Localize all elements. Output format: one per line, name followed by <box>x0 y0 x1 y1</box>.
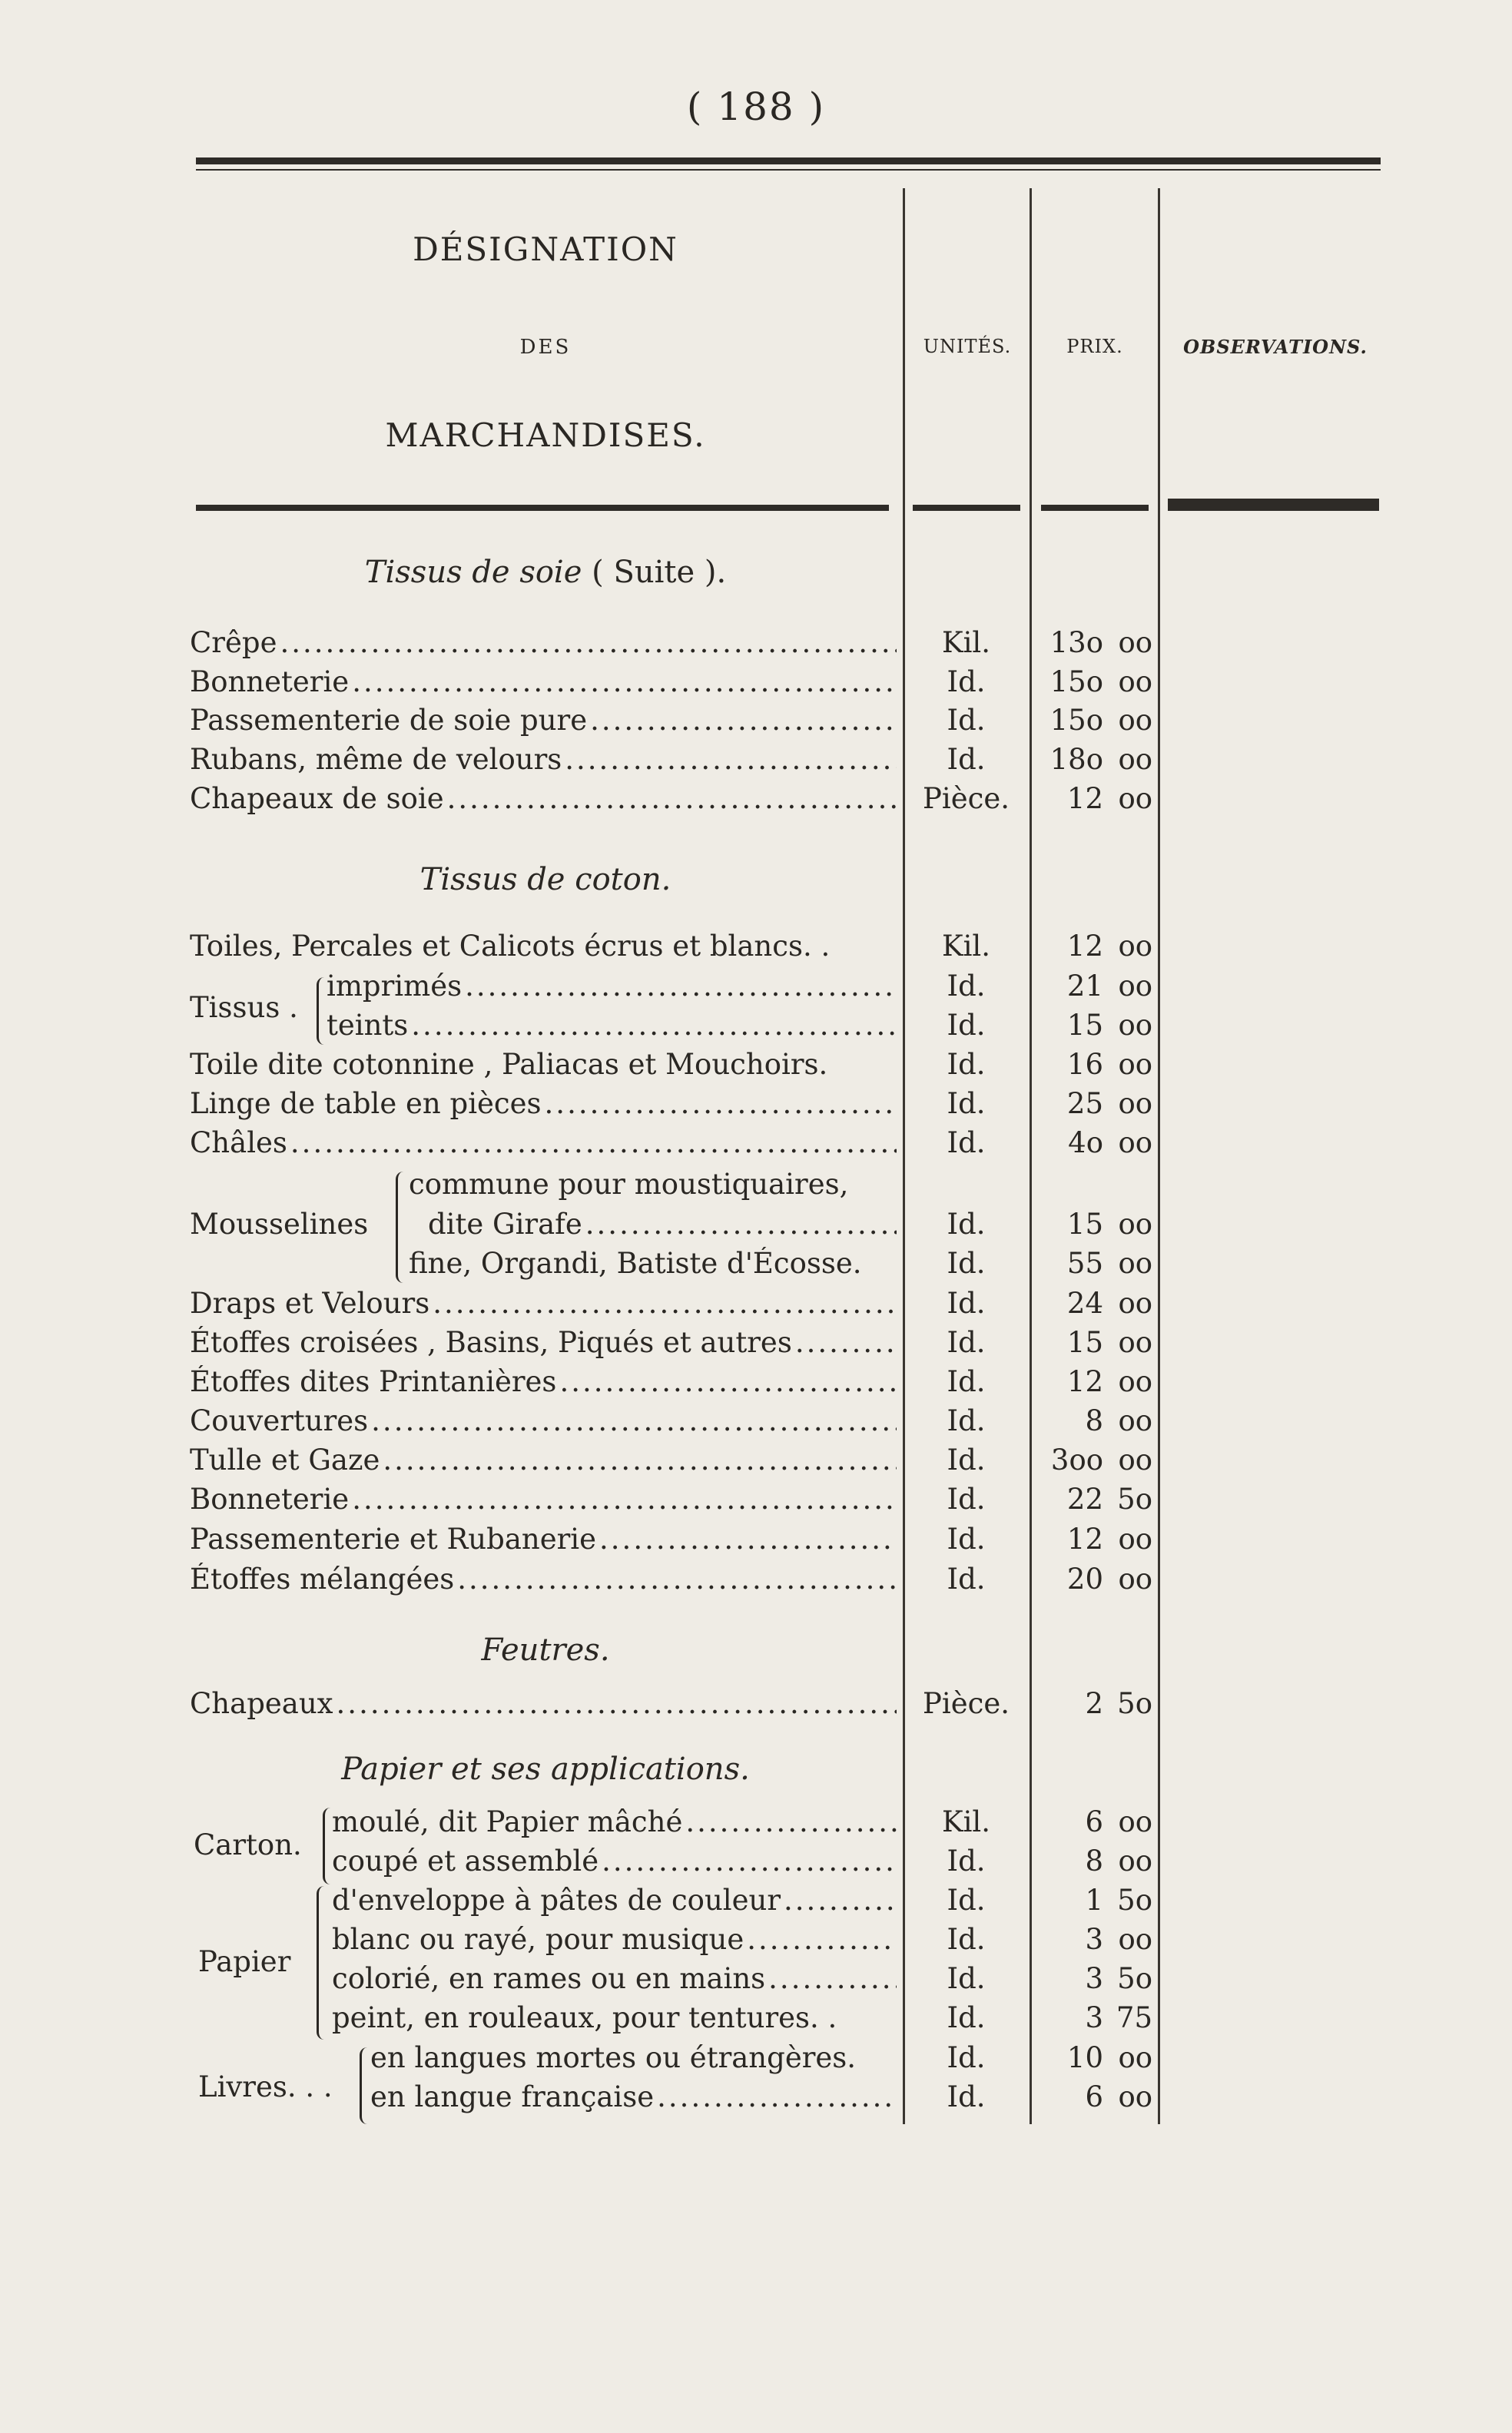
row-unit: Id. <box>947 1287 986 1320</box>
price-francs: 15o <box>1049 665 1103 698</box>
row-unit: Id. <box>947 1884 986 1917</box>
row-price <box>1030 1048 1152 1081</box>
row-designation <box>190 1087 897 1120</box>
row-unit: Id. <box>947 1009 986 1042</box>
leader-dots <box>590 704 897 737</box>
leader-dots <box>433 1287 897 1320</box>
row-price <box>1030 743 1152 776</box>
table-row <box>0 1048 1512 1086</box>
row-unit: Id. <box>947 1483 986 1516</box>
price-francs: 1 <box>1085 1884 1103 1917</box>
row-price <box>1030 1287 1152 1320</box>
row-unit: Id. <box>947 1048 986 1081</box>
header-rule-observations <box>1168 499 1379 511</box>
row-designation <box>370 2080 897 2113</box>
group-label-papier: Papier <box>198 1945 291 1978</box>
price-centimes: 5o <box>1117 1687 1152 1720</box>
row-unit: Id. <box>947 704 986 737</box>
price-francs: 3oo <box>1050 1444 1103 1477</box>
table-row <box>0 1247 1512 1285</box>
row-designation <box>332 1805 897 1838</box>
row-price <box>1030 2041 1152 2074</box>
table-row <box>0 1365 1512 1404</box>
row-label: Toile dite cotonnine , Paliacas et Mouchoirs. <box>190 1048 828 1081</box>
row-unit: Pièce. <box>922 782 1010 815</box>
section-soie-suite: ( Suite ). <box>592 555 727 590</box>
leader-dots <box>290 1126 897 1159</box>
price-centimes: oo <box>1118 2041 1152 2074</box>
row-price <box>1030 1365 1152 1398</box>
row-price <box>1030 1326 1152 1359</box>
row-designation <box>190 1563 897 1596</box>
row-price <box>1030 1087 1152 1120</box>
row-unit: Id. <box>947 1087 986 1120</box>
price-centimes: oo <box>1118 1845 1152 1878</box>
row-label: teints <box>327 1009 409 1042</box>
row-price <box>1030 1009 1152 1042</box>
top-rule-thin <box>196 169 1381 171</box>
price-centimes: 5o <box>1117 1884 1152 1917</box>
price-francs: 55 <box>1066 1247 1103 1280</box>
row-unit: Kil. <box>941 626 991 659</box>
leader-dots <box>352 1483 897 1516</box>
row-designation <box>332 1884 897 1917</box>
leader-dots <box>411 1009 897 1042</box>
leader-dots <box>602 1845 897 1878</box>
header-designation: DÉSIGNATION <box>413 230 678 268</box>
row-designation <box>190 1048 897 1081</box>
table-row <box>0 1483 1512 1521</box>
row-designation <box>190 1404 897 1437</box>
row-designation <box>190 1287 897 1320</box>
table-row <box>0 1087 1512 1125</box>
price-francs: 15o <box>1049 704 1103 737</box>
table-row <box>0 1962 1512 2000</box>
table-row <box>0 1523 1512 1561</box>
price-francs: 15 <box>1066 1009 1103 1042</box>
row-price <box>1030 930 1152 963</box>
price-centimes: oo <box>1118 1126 1152 1159</box>
row-price <box>1030 1884 1152 1917</box>
price-francs: 15 <box>1066 1208 1103 1241</box>
header-observations: OBSERVATIONS. <box>1183 336 1368 358</box>
price-centimes: oo <box>1118 1923 1152 1956</box>
price-centimes: oo <box>1118 1805 1152 1838</box>
row-price <box>1030 1444 1152 1477</box>
leader-dots <box>565 743 897 776</box>
row-designation <box>190 1365 897 1398</box>
price-centimes: oo <box>1118 1208 1152 1241</box>
price-centimes: oo <box>1118 1287 1152 1320</box>
row-unit: Id. <box>947 743 986 776</box>
row-label: moulé, dit Papier mâché <box>332 1805 683 1838</box>
row-label: Bonneterie <box>190 665 350 698</box>
row-designation <box>190 782 897 815</box>
row-label: Bonneterie <box>190 1483 350 1516</box>
row-label: en langue française <box>370 2080 655 2113</box>
row-designation <box>190 743 897 776</box>
row-price <box>1030 1923 1152 1956</box>
row-unit: Pièce. <box>922 1687 1010 1720</box>
price-francs: 4o <box>1068 1126 1103 1159</box>
price-centimes: oo <box>1118 1444 1152 1477</box>
price-centimes: oo <box>1118 626 1152 659</box>
table-row <box>0 665 1512 704</box>
header-des: DES <box>519 336 572 359</box>
table-row <box>0 1923 1512 1961</box>
row-price <box>1030 1805 1152 1838</box>
row-label: commune pour moustiquaires, <box>409 1168 849 1201</box>
row-label: en langues mortes ou étrangères. <box>370 2041 857 2074</box>
header-unites: UNITÉS. <box>923 336 1012 357</box>
table-row <box>0 626 1512 665</box>
price-francs: 25 <box>1066 1087 1103 1120</box>
row-label: Châles <box>190 1126 287 1159</box>
header-marchandises: MARCHANDISES. <box>385 416 706 454</box>
row-price <box>1030 1126 1152 1159</box>
row-price <box>1030 704 1152 737</box>
table-row <box>0 1287 1512 1325</box>
section-title-feutres: Feutres. <box>481 1632 610 1668</box>
group-label-carton: Carton. <box>194 1828 302 1861</box>
row-price <box>1030 1404 1152 1437</box>
row-unit: Id. <box>947 1523 986 1556</box>
row-price <box>1030 1563 1152 1596</box>
table-row <box>0 1126 1512 1165</box>
leader-dots <box>768 1962 897 1995</box>
row-unit: Id. <box>947 1326 986 1359</box>
price-francs: 3 <box>1085 2001 1103 2034</box>
row-label: dite Girafe <box>428 1208 582 1241</box>
row-unit: Id. <box>947 1247 986 1280</box>
row-designation <box>190 665 897 698</box>
table-row <box>0 2080 1512 2119</box>
row-unit: Kil. <box>941 1805 991 1838</box>
price-francs: 24 <box>1066 1287 1103 1320</box>
row-price <box>1030 1523 1152 1556</box>
price-centimes: oo <box>1118 930 1152 963</box>
table-row <box>0 1687 1512 1725</box>
row-unit: Id. <box>947 2041 986 2074</box>
row-label: coupé et assemblé <box>332 1845 599 1878</box>
row-label: colorié, en rames ou en mains <box>332 1962 766 1995</box>
leader-dots <box>657 2080 897 2113</box>
table-row <box>0 782 1512 820</box>
price-francs: 15 <box>1066 1326 1103 1359</box>
leader-dots <box>585 1208 897 1241</box>
price-centimes: 5o <box>1117 1962 1152 1995</box>
row-label: Étoffes dites Printanières <box>190 1365 557 1398</box>
row-unit: Kil. <box>941 930 991 963</box>
row-label: blanc ou rayé, pour musique <box>332 1923 744 1956</box>
section-title-papier: Papier et ses applications. <box>341 1752 750 1787</box>
row-designation <box>190 1326 897 1359</box>
row-label: Crêpe <box>190 626 277 659</box>
price-francs: 20 <box>1066 1563 1103 1596</box>
table-row <box>0 743 1512 781</box>
table-row <box>0 930 1512 968</box>
price-francs: 21 <box>1066 970 1103 1003</box>
price-francs: 2 <box>1085 1687 1103 1720</box>
row-designation <box>190 1523 897 1556</box>
row-label: Toiles, Percales et Calicots écrus et blancs. . <box>190 930 831 963</box>
group-label-livres: Livres. . . <box>198 2070 333 2103</box>
table-row <box>0 2001 1512 2040</box>
price-francs: 12 <box>1066 1523 1103 1556</box>
group-label-mousselines: Mousselines <box>190 1208 369 1241</box>
leader-dots <box>447 782 897 815</box>
price-centimes: oo <box>1118 743 1152 776</box>
price-francs: 12 <box>1066 782 1103 815</box>
price-francs: 12 <box>1066 1365 1103 1398</box>
price-centimes: oo <box>1118 1087 1152 1120</box>
price-centimes: oo <box>1118 1009 1152 1042</box>
leader-dots <box>599 1523 897 1556</box>
row-label: Couvertures <box>190 1404 369 1437</box>
price-francs: 12 <box>1066 930 1103 963</box>
row-unit: Id. <box>947 2001 986 2034</box>
row-designation <box>190 930 897 963</box>
table-row <box>0 2041 1512 2080</box>
header-rule-designation <box>196 505 889 511</box>
row-designation <box>409 1168 897 1201</box>
row-designation <box>332 2001 897 2034</box>
group-label-tissus: Tissus . <box>190 991 298 1024</box>
row-unit: Id. <box>947 1923 986 1956</box>
leader-dots <box>371 1404 897 1437</box>
row-designation <box>190 1483 897 1516</box>
row-label: Linge de table en pièces <box>190 1087 542 1120</box>
price-centimes: oo <box>1118 1563 1152 1596</box>
row-designation <box>190 1444 897 1477</box>
price-centimes: oo <box>1118 970 1152 1003</box>
row-price <box>1030 626 1152 659</box>
leader-dots <box>457 1563 897 1596</box>
row-unit: Id. <box>947 1563 986 1596</box>
row-label: Chapeaux de soie <box>190 782 444 815</box>
price-centimes: oo <box>1118 1247 1152 1280</box>
leader-dots <box>337 1687 897 1720</box>
header-rule-prix <box>1041 505 1149 511</box>
row-price <box>1030 1845 1152 1878</box>
row-designation <box>327 1009 897 1042</box>
price-francs: 6 <box>1085 1805 1103 1838</box>
price-francs: 10 <box>1066 2041 1103 2074</box>
price-centimes: 75 <box>1116 2001 1152 2034</box>
table-row <box>0 1168 1512 1206</box>
price-centimes: oo <box>1118 1523 1152 1556</box>
price-centimes: oo <box>1118 1048 1152 1081</box>
leader-dots <box>685 1805 897 1838</box>
row-unit: Id. <box>947 1126 986 1159</box>
row-price <box>1030 1168 1152 1201</box>
leader-dots <box>465 970 897 1003</box>
row-price <box>1030 1483 1152 1516</box>
row-designation <box>332 1962 897 1995</box>
row-price <box>1030 665 1152 698</box>
row-label: Chapeaux <box>190 1687 333 1720</box>
table-row <box>0 1009 1512 1047</box>
leader-dots <box>280 626 897 659</box>
page-number: ( 188 ) <box>686 85 826 129</box>
price-francs: 16 <box>1066 1048 1103 1081</box>
table-row <box>0 1563 1512 1601</box>
table-row <box>0 970 1512 1008</box>
leader-dots <box>784 1884 897 1917</box>
row-price <box>1030 1247 1152 1280</box>
row-unit: Id. <box>947 970 986 1003</box>
section-soie-title: Tissus de soie <box>364 555 582 590</box>
leader-dots <box>795 1326 897 1359</box>
row-designation <box>370 2041 897 2074</box>
row-designation <box>190 626 897 659</box>
row-label: Passementerie et Rubanerie <box>190 1523 597 1556</box>
table-row <box>0 1884 1512 1922</box>
row-label: Étoffes mélangées <box>190 1563 455 1596</box>
table-row <box>0 1404 1512 1443</box>
row-designation <box>190 1687 897 1720</box>
row-price <box>1030 2080 1152 2113</box>
row-price <box>1030 970 1152 1003</box>
row-unit: Id. <box>947 1404 986 1437</box>
row-unit: Id. <box>947 665 986 698</box>
price-francs: 22 <box>1066 1483 1103 1516</box>
row-unit: Id. <box>947 1208 986 1241</box>
price-francs: 6 <box>1085 2080 1103 2113</box>
row-designation <box>327 970 897 1003</box>
price-francs: 8 <box>1085 1404 1103 1437</box>
price-centimes: 5o <box>1117 1483 1152 1516</box>
section-title-coton: Tissus de coton. <box>419 862 671 897</box>
row-label: fine, Organdi, Batiste d'Écosse. <box>409 1247 862 1280</box>
row-price <box>1030 1687 1152 1720</box>
price-francs: 13o <box>1049 626 1103 659</box>
row-price <box>1030 782 1152 815</box>
row-label: Tulle et Gaze <box>190 1444 380 1477</box>
row-label: Passementerie de soie pure <box>190 704 588 737</box>
price-centimes: oo <box>1118 704 1152 737</box>
table-row <box>0 1805 1512 1844</box>
header-rule-unites <box>913 505 1020 511</box>
table-row <box>0 1444 1512 1482</box>
row-label: imprimés <box>327 970 463 1003</box>
price-centimes: oo <box>1118 2080 1152 2113</box>
table-row <box>0 1208 1512 1246</box>
row-designation <box>332 1845 897 1878</box>
leader-dots <box>383 1444 897 1477</box>
row-designation <box>190 704 897 737</box>
leader-dots <box>747 1923 897 1956</box>
leader-dots <box>559 1365 897 1398</box>
row-unit: Id. <box>947 2080 986 2113</box>
row-designation <box>190 1126 897 1159</box>
row-designation <box>428 1208 897 1241</box>
row-price <box>1030 1962 1152 1995</box>
row-designation <box>409 1247 897 1280</box>
table-row <box>0 1326 1512 1364</box>
row-label: Draps et Velours <box>190 1287 430 1320</box>
top-rule <box>196 157 1381 164</box>
price-centimes: oo <box>1118 1365 1152 1398</box>
row-unit: Id. <box>947 1962 986 1995</box>
table-row <box>0 704 1512 742</box>
price-francs: 8 <box>1085 1845 1103 1878</box>
row-price <box>1030 1208 1152 1241</box>
leader-dots <box>352 665 897 698</box>
row-price <box>1030 2001 1152 2034</box>
price-centimes: oo <box>1118 665 1152 698</box>
price-francs: 3 <box>1085 1962 1103 1995</box>
row-label: Étoffes croisées , Basins, Piqués et autres <box>190 1326 792 1359</box>
row-label: d'enveloppe à pâtes de couleur <box>332 1884 781 1917</box>
row-unit: Id. <box>947 1444 986 1477</box>
price-centimes: oo <box>1118 1404 1152 1437</box>
row-unit: Id. <box>947 1845 986 1878</box>
price-francs: 3 <box>1085 1923 1103 1956</box>
price-centimes: oo <box>1118 1326 1152 1359</box>
header-prix: PRIX. <box>1066 336 1123 357</box>
leader-dots <box>545 1087 897 1120</box>
section-title-soie <box>192 555 899 590</box>
price-centimes: oo <box>1118 782 1152 815</box>
table-row <box>0 1845 1512 1883</box>
row-designation <box>332 1923 897 1956</box>
price-francs: 18o <box>1049 743 1103 776</box>
row-label: Rubans, même de velours <box>190 743 562 776</box>
row-label: peint, en rouleaux, pour tentures. . <box>332 2001 837 2034</box>
row-unit: Id. <box>947 1365 986 1398</box>
